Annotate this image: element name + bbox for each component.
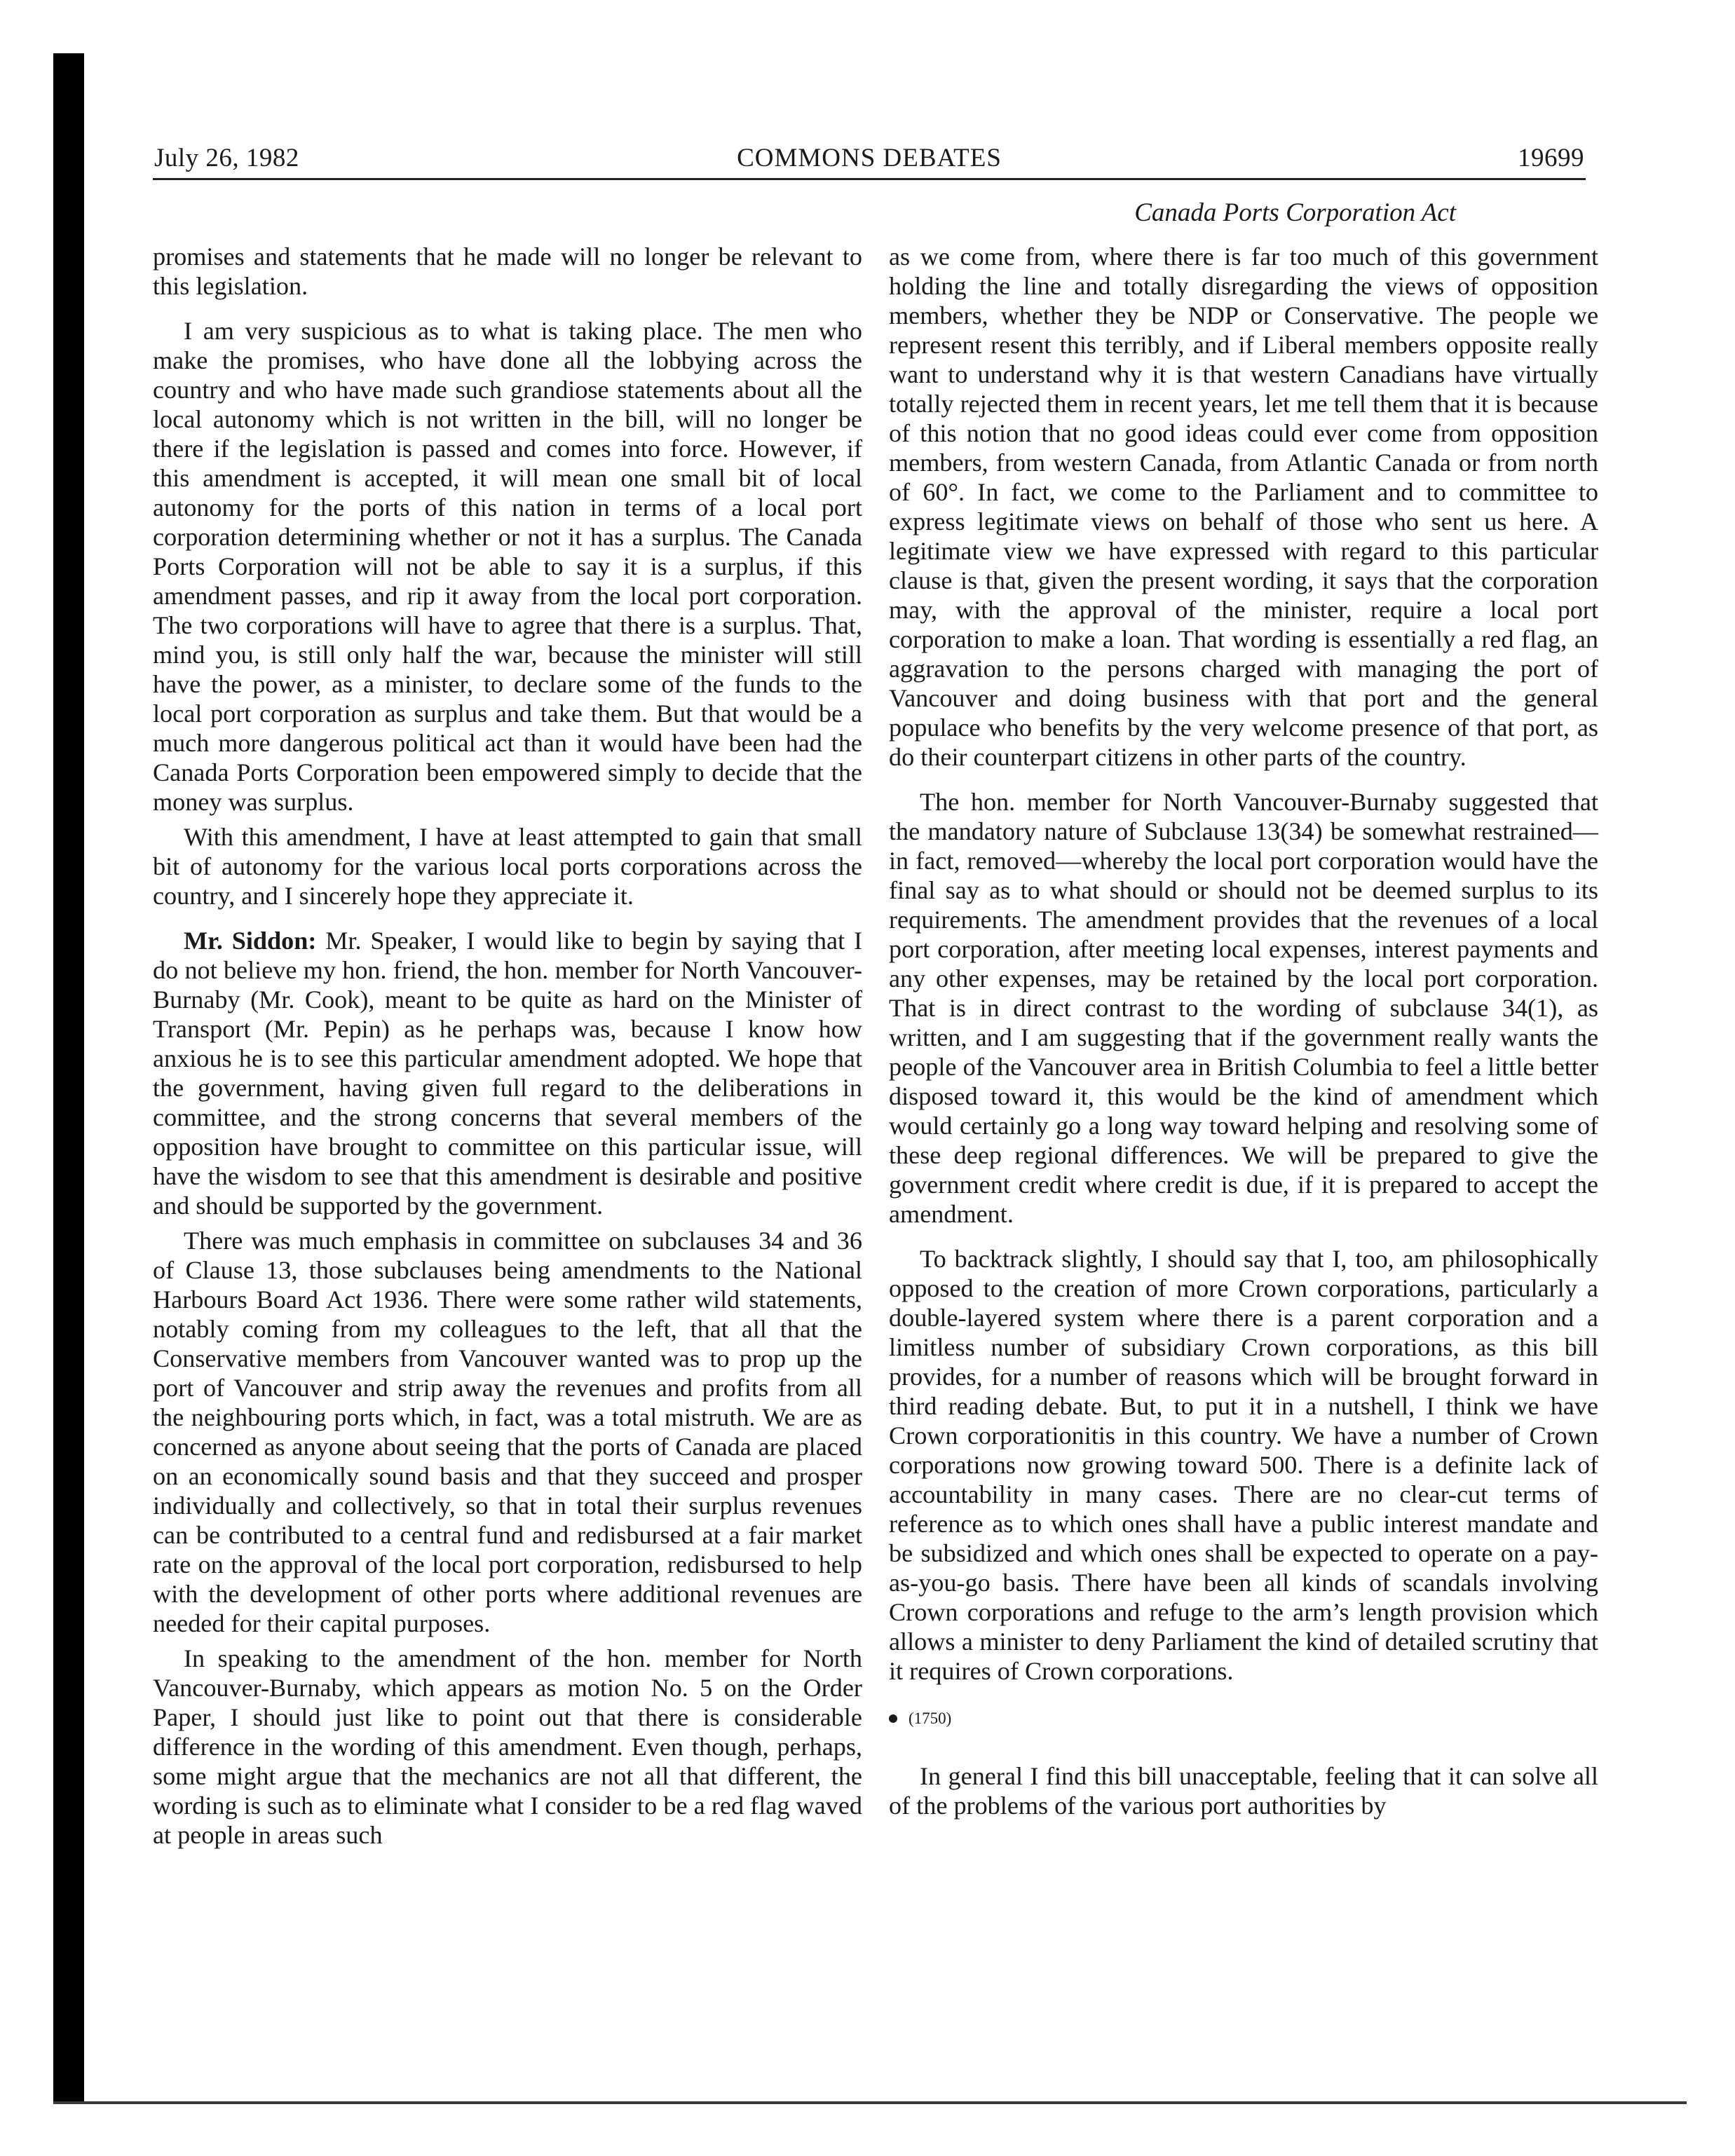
page-header xyxy=(154,143,1584,178)
header-date: July 26, 1982 xyxy=(154,144,299,172)
speaker-name: Mr. Siddon: xyxy=(184,927,317,955)
speech-paragraph xyxy=(153,926,862,1220)
paragraph: With this amendment, I have at least attempted to gain that small bit of autonomy for the various local ports corporations across the country, and I sincerely hope they appreciate it. xyxy=(153,823,862,910)
paragraph: promises and statements that he made will no longer be relevant to this legislation. xyxy=(153,243,862,300)
section-title: Canada Ports Corporation Act xyxy=(1134,198,1456,227)
paragraph: In speaking to the amendment of the hon. member for North Vancouver-Burnaby, which appears as motion No. 5 on the Order Paper, I should just like to point out that there is considerable difference in the wording of this amendment. Even though, perhaps, some might argue that the mechanics are not all that different, the wording is such as to eliminate what I consider to be a red flag waved at people in areas such xyxy=(153,1644,862,1849)
paragraph: To backtrack slightly, I should say that I, too, am philosophically opposed to the creation of more Crown corporations, particularly a double-layered system where there is a parent corporation and a limitless number of subsidiary Crown corporations, as this bill provides, for a number of reasons which will be brought forward in third reading debate. But, to put it in a nutshell, I think we have Crown corporationitis in this country. We have a number of Crown corporations now growing toward 500. There is a definite lack of accountability in many cases. There are no clear-cut terms of reference as to which ones shall have a public interest mandate and be subsidized and which ones shall be expected to operate on a pay-as-you-go basis. There have been all kinds of scandals involving Crown corporations and refuge to the arm’s length provision which allows a minister to deny Parliament the kind of detailed scrutiny that it requires of Crown corporations. xyxy=(889,1245,1598,1685)
speech-text: Mr. Speaker, I would like to begin by saying that I do not believe my hon. friend, the hon. member for North Vancouver-Burnaby (Mr. Cook), meant to be quite as hard on the Minister of Transport (Mr. Pepin) as he perhaps was, because I know how anxious he is to see this particular amendment adopted. We hope that the government, having given full regard to the deliberations in committee, and the strong concerns that several members of the opposition have brought to committee on this particular issue, will have the wisdom to see that this amendment is desirable and positive and should be supported by the government. xyxy=(153,927,862,1220)
paragraph: The hon. member for North Vancouver-Burnaby suggested that the mandatory nature of Subclause 13(34) be somewhat restrained—in fact, removed—whereby the local port corporation would have the final say as to what should or should not be deemed surplus to its requirements. The amendment provides that the revenues of a local port corporation, after meeting local expenses, interest payments and any other expenses, may be retained by the local port corporation. That is in direct contrast to the wording of subclause 34(1), as written, and I am suggesting that if the government really wants the people of the Vancouver area in British Columbia to feel a little better disposed toward it, this would be the kind of amendment which would certainly go a long way toward helping and resolving some of these deep regional differences. We will be prepared to give the government credit where credit is due, if it is prepared to accept the amendment. xyxy=(889,788,1598,1228)
scan-bottom-edge xyxy=(53,2101,1687,2104)
left-column xyxy=(153,242,862,1850)
time-marker xyxy=(889,1704,1598,1733)
header-page-number: 19699 xyxy=(1518,144,1584,172)
time-marker-text: (1750) xyxy=(909,1710,952,1727)
header-publication: COMMONS DEBATES xyxy=(737,144,1002,172)
paragraph: as we come from, where there is far too much of this government holding the line and totally disregarding the views of opposition members, whether they be NDP or Conservative. The people we represent resent this terribly, and if Liberal members opposite really want to understand why it is that western Canadians have virtually totally rejected them in recent years, let me tell them that it is because of this notion that no good ideas could ever come from opposition members, from western Canada, from Atlantic Canada or from north of 60°. In fact, we come to the Parliament and to committee to express legitimate views on behalf of those who sent us here. A legitimate view we have expressed with regard to this particular clause is that, given the present wording, it says that the corporation may, with the approval of the minister, require a local port corporation to make a loan. That wording is essentially a red flag, an aggravation to the persons charged with managing the port of Vancouver and doing business with that port and the general populace who benefits by the very welcome presence of that port, as do their counterpart citizens in other parts of the country. xyxy=(889,243,1598,771)
paragraph: I am very suspicious as to what is taking place. The men who make the promises, who have done all the lobbying across the country and who have made such grandiose statements about all the local autonomy which is not written in the bill, will no longer be there if the legislation is passed and comes into force. However, if this amendment is accepted, it will mean one small bit of local autonomy for the ports of this nation in terms of a local port corporation determining whether or not it has a surplus. The Canada Ports Corporation will not be able to say it is a surplus, if this amendment passes, and rip it away from the local port corporation. The two corporations will have to agree that there is a surplus. That, mind you, is still only half the war, because the minister will still have the power, as a minister, to declare some of the funds to the local port corporation as surplus and take them. But that would be a much more dangerous political act than it would have been had the Canada Ports Corporation been empowered simply to decide that the money was surplus. xyxy=(153,317,862,816)
header-rule xyxy=(153,178,1586,180)
paragraph: In general I find this bill unacceptable, feeling that it can solve all of the problems of the various port authorities by xyxy=(889,1762,1598,1820)
right-column xyxy=(889,242,1598,1820)
scan-edge-bar xyxy=(53,53,84,2104)
paragraph: There was much emphasis in committee on subclauses 34 and 36 of Clause 13, those subclauses being amendments to the National Harbours Board Act 1936. There were some rather wild statements, notably coming from my colleagues to the left, that all that the Conservative members from Vancouver wanted was to prop up the port of Vancouver and strip away the revenues and profits from all the neighbouring ports which, in fact, was a total mistruth. We are as concerned as anyone about seeing that the ports of Canada are placed on an economically sound basis and that they succeed and prosper individually and collectively, so that in total their surplus revenues can be contributed to a central fund and redisbursed at a fair market rate on the approval of the local port corporation, redisbursed to help with the development of other ports where additional revenues are needed for their capital purposes. xyxy=(153,1227,862,1637)
bullet-icon xyxy=(889,1714,897,1723)
